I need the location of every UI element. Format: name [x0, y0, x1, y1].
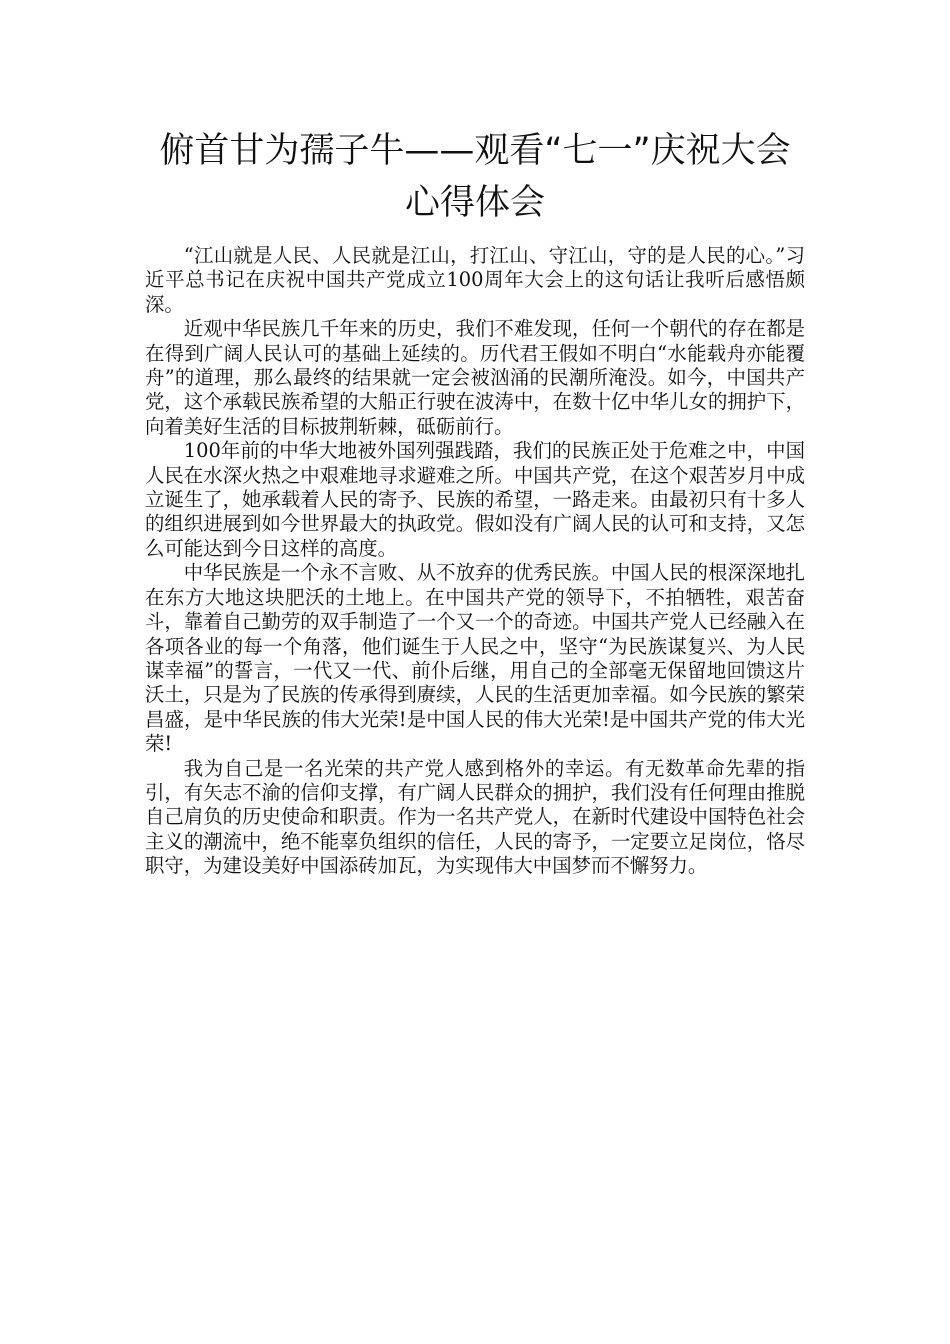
document-title: 俯首甘为孺子牛——观看“七一”庆祝大会心得体会 [159, 131, 791, 223]
paragraph: 中华民族是一个永不言败、从不放弃的优秀民族。中国人民的根深深地扎在东方大地这块肥沃的土地上。在中国共产党的领导下，不拍牺牲，艰苦奋斗，靠着自己勤劳的双手制造了一个又一个的奇迹。中国共产党人已经融入在各项各业的每一个角落，他们诞生于人民之中，坚守“为民族谋复兴、为人民谋幸福”的誓言，一代又一代、前仆后继，用自己的全部毫无保留地回馈这片沃土，只是为了民族的传承得到赓续，人民的生活更加幸福。如今民族的繁荣昌盛，是中华民族的伟大光荣!是中国人民的伟大光荣!是中国共产党的伟大光荣! [145, 561, 805, 756]
document-body [145, 244, 805, 879]
paragraph: 我为自己是一名光荣的共产党人感到格外的幸运。有无数革命先辈的指引，有矢志不渝的信仰支撑，有广阔人民群众的拥护，我们没有任何理由推脱自己肩负的历史使命和职责。作为一名共产党人，在新时代建设中国特色社会主义的潮流中，绝不能辜负组织的信任，人民的寄予，一定要立足岗位，恪尽职守，为建设美好中国添砖加瓦，为实现伟大中国梦而不懈努力。 [145, 756, 805, 878]
paragraph: “江山就是人民、人民就是江山，打江山、守江山，守的是人民的心。”习近平总书记在庆祝中国共产党成立100周年大会上的这句话让我听后感悟颇深。 [145, 244, 805, 316]
paragraph: 近观中华民族几千年来的历史，我们不难发现，任何一个朝代的存在都是在得到广阔人民认可的基础上延续的。历代君王假如不明白“水能载舟亦能覆舟”的道理，那么最终的结果就一定会被汹涌的民潮所淹没。如今，中国共产党，这个承载民族希望的大船正行驶在波涛中，在数十亿中华儿女的拥护下，向着美好生活的目标披荆斩棘，砥砺前行。 [145, 317, 805, 438]
paragraph: 100年前的中华大地被外国列强践踏，我们的民族正处于危难之中，中国人民在水深火热之中艰难地寻求避难之所。中国共产党，在这个艰苦岁月中成立诞生了，她承载着人民的寄予、民族的希望，一路走来。由最初只有十多人的组织进展到如今世界最大的执政党。假如没有广阔人民的认可和支持，又怎么可能达到今日这样的高度。 [145, 439, 805, 560]
